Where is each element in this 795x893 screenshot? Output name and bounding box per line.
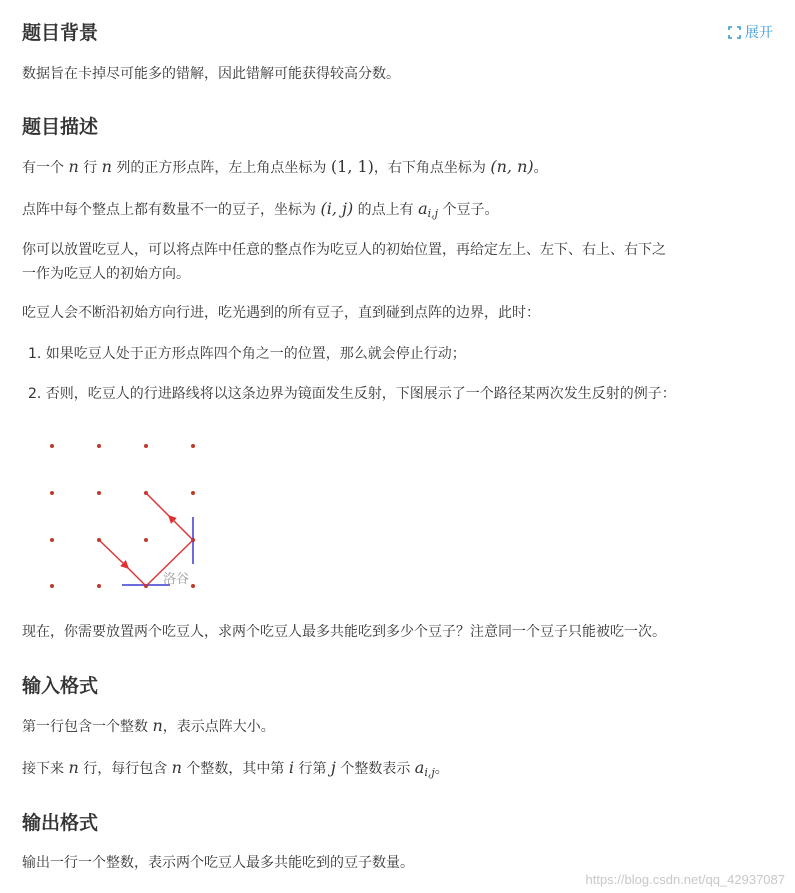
grid-dot [97,444,101,448]
grid-dot [191,491,195,495]
description-p5: 现在，你需要放置两个吃豆人，求两个吃豆人最多共能吃到多少个豆子？注意同一个豆子只能被吃一次。 [22,624,666,640]
grid-dot [144,538,148,542]
grid-dot [97,491,101,495]
path-segment [99,540,126,566]
grid-dot [144,444,148,448]
input-format-p1: 第一行包含一个整数 n，表示点阵大小。 [22,716,275,735]
csdn-watermark: https://blog.csdn.net/qq_42937087 [585,872,785,887]
output-format-heading: 输出格式 [22,812,99,834]
reflection-figure [22,426,222,600]
reflection-diagram [22,426,222,596]
background-text: 数据旨在卡掉尽可能多的错解，因此错解可能获得较高分数。 [22,66,400,82]
description-p3-line1: 你可以放置吃豆人，可以将点阵中任意的整点作为吃豆人的初始位置，再给定左上、左下、右上、右下之 [22,242,666,258]
description-p1: 有一个 n 行 n 列的正方形点阵，左上角点坐标为 (1, 1)，右下角点坐标为 (n, n)。 [22,157,548,176]
expand-icon [728,26,741,39]
grid-dot [97,584,101,588]
grid-dot [50,444,54,448]
figure-watermark: 洛谷 [163,572,190,587]
path-segment [171,518,193,540]
output-format-text: 输出一行一个整数，表示两个吃豆人最多共能吃到的豆子数量。 [22,855,414,871]
grid-dot [50,491,54,495]
path-segment [126,566,146,586]
grid-dot [50,538,54,542]
grid-dot [50,584,54,588]
background-heading: 题目背景 [22,22,99,44]
list-item: 2. 否则，吃豆人的行进路线将以这条边界为镜面发生反射，下图展示了一个路径某两次发生反射的例子： [28,386,676,402]
input-format-heading: 输入格式 [22,675,99,697]
input-format-p2: 接下来 n 行，每行包含 n 个整数，其中第 i 行第 j 个整数表示 $a_{i,j}$。 [22,758,449,779]
path-segment [146,493,171,518]
grid-dot [191,444,195,448]
description-p3-line2: 一作为吃豆人的初始方向。 [22,266,190,282]
description-p2: 点阵中每个整点上都有数量不一的豆子，坐标为 (i, j) 的点上有 $a_{i,j}$ 个豆子。 [22,199,499,220]
description-heading: 题目描述 [22,116,99,138]
grid-dots [50,444,195,588]
grid-dot [191,584,195,588]
expand-label: 展开 [745,25,773,41]
list-item: 1. 如果吃豆人处于正方形点阵四个角之一的位置，那么就会停止行动； [28,346,466,362]
description-p4: 吃豆人会不断沿初始方向行进，吃光遇到的所有豆子，直到碰到点阵的边界，此时： [22,305,540,321]
expand-button[interactable] [728,22,773,42]
